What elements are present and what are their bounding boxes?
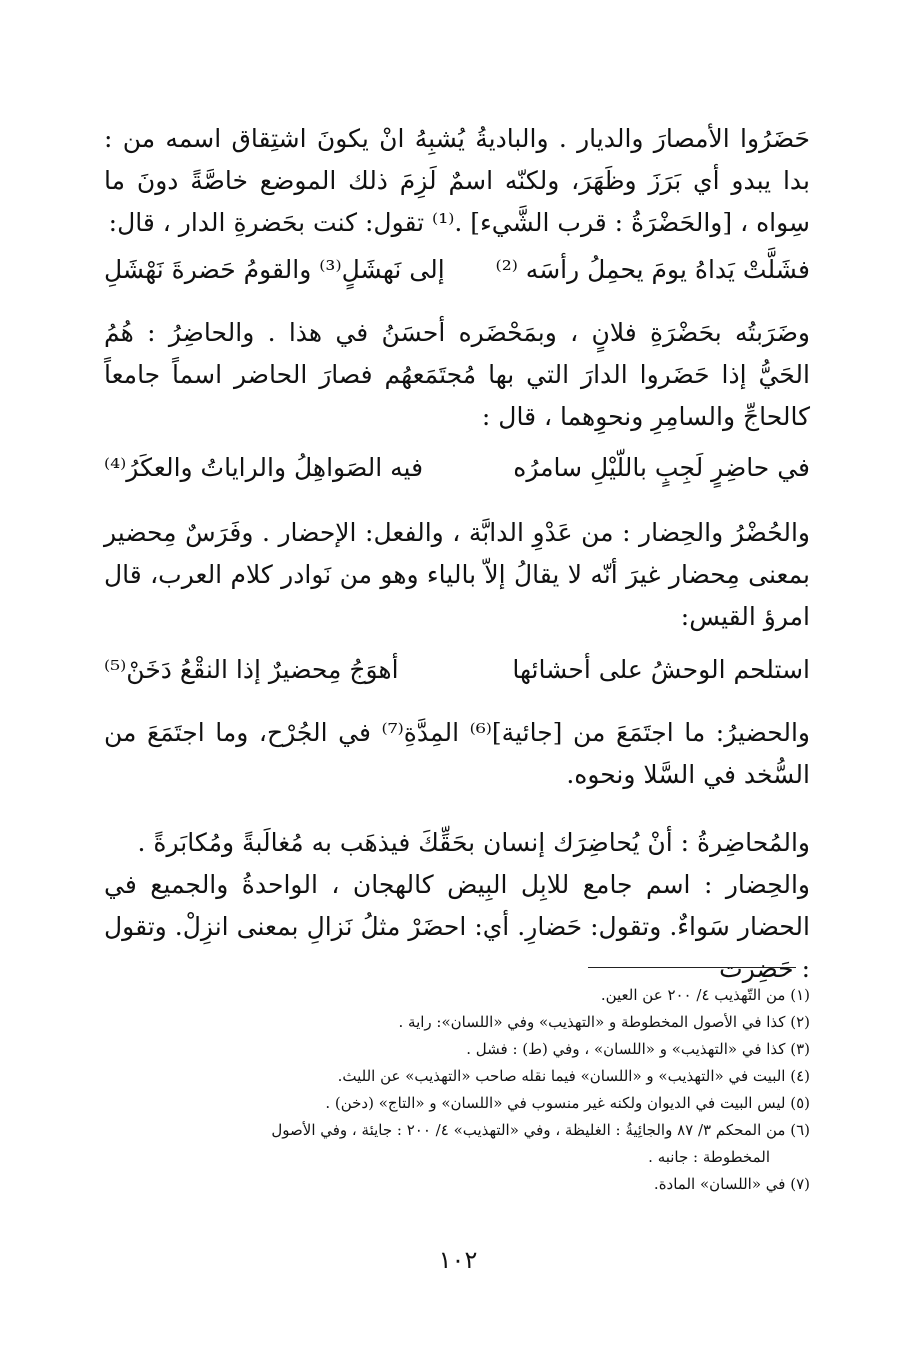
paragraph-1 — [104, 118, 810, 244]
paragraph-text: والمُحاضِرةُ : أنْ يُحاضِرَك إنسان بحَقِّكَ فيذهَب به مُغالَبةً ومُكابَرةً . — [137, 828, 810, 857]
page-number: ١٠٢ — [438, 1246, 478, 1274]
footnotes — [104, 982, 810, 1198]
footnote-separator — [588, 967, 796, 968]
paragraph-text: والحِضار : اسم جامع للابِل البِيض كالهجان ، الواحدةُ والجميع في الحضار سَواءٌ. وتقول: حَضارِ. أي: احضَرْ مثلُ نَزالِ بمعنى انزِلْ. وتقول : حَضِرت — [104, 870, 810, 983]
paragraph-5 — [104, 822, 810, 990]
verse-1 — [104, 248, 810, 292]
paragraph-text: حَضَرُوا الأمصارَ والديار . والباديةُ يُشبِهُ انْ يكونَ اشتِقاق اسمه من : بدا يبدو أي بَرَزَ وظَهَرَ، ولكنّه اسمٌ لَزِمَ ذلك الموضع خاصَّةً دونَ ما سِواه ، [والحَضْرَةُ : قرب الشَّيء] .⁽¹⁾ تقول: كنت بحَضرةِ الدار ، قال: — [104, 124, 810, 237]
footnote-continuation: المخطوطة : جانبه . — [648, 1148, 770, 1166]
footnote: (٥) ليس البيت في الديوان ولكنه غير منسوب في «اللسان» و «التاج» (دخن) . — [325, 1094, 810, 1112]
footnote: (٧) في «اللسان» المادة. — [653, 1175, 810, 1193]
verse-hemistich-second: إلى نَهشَلٍ⁽³⁾ والقومُ حَضرةَ نَهْشَلِ — [104, 255, 445, 284]
footnote: (٦) من المحكم ٣/ ٨٧ والجائِيةُ : الغليظة ، وفي «التهذيب» ٤/ ٢٠٠ : جايئة ، وفي الأصول — [271, 1121, 810, 1139]
verse-hemistich-first: في حاضِرٍ لَجِبٍ باللّيْلِ سامرُه — [513, 453, 810, 482]
footnote: (٤) البيت في «التهذيب» و «اللسان» فيما نقله صاحب «التهذيب» عن الليث. — [337, 1067, 810, 1085]
paragraph-3 — [104, 512, 810, 638]
verse-3 — [104, 648, 810, 692]
paragraph-4 — [104, 712, 810, 796]
paragraph-text: والحضيرُ: ما اجتَمَعَ من [جائية]⁽⁶⁾ المِدَّةِ⁽⁷⁾ في الجُرْح، وما اجتَمَعَ من السُّخد في السَّلا ونحوه. — [104, 718, 810, 789]
footnote: (٢) كذا في الأصول المخطوطة و «التهذيب» وفي «اللسان»: راية . — [398, 1013, 810, 1031]
verse-hemistich-first: فشَلَّتْ يَداهُ يومَ يحمِلُ رأسَه ⁽²⁾ — [495, 255, 810, 284]
footnote: (٣) كذا في «التهذيب» و «اللسان» ، وفي (ط) : فشل . — [466, 1040, 810, 1058]
paragraph-2 — [104, 312, 810, 438]
verse-2 — [104, 446, 810, 490]
footnote: (١) من التّهذيب ٤/ ٢٠٠ عن العين. — [600, 986, 810, 1004]
paragraph-text: وضَرَبتُه بحَضْرَةِ فلانٍ ، وبمَحْضَره أحسَنُ في هذا . والحاضِرُ : هُمُ الحَيُّ إذا حَضَروا الدارَ التي بها مُجتَمَعهُم فصارَ الحاضر اسماً جامعاً كالحاجِّ والسامِرِ ونحوِهما ، قال : — [104, 318, 810, 431]
verse-hemistich-second: فيه الصَواهِلُ والراياتُ والعكَرُ⁽⁴⁾ — [104, 453, 424, 482]
verse-hemistich-first: استلحم الوحشُ على أحشائها — [512, 655, 810, 684]
verse-hemistich-second: أهوَجُ مِحضيرٌ إذا النقْعُ دَخَنْ⁽⁵⁾ — [104, 655, 399, 684]
paragraph-text: والحُضْرُ والحِضار : من عَدْوِ الدابَّة ، والفعل: الإحضار . وفَرَسٌ مِحضير بمعنى مِحضار غيرَ أنّه لا يقالُ إلاّ بالياء وهو من نَوادر كلام العرب، قال امرؤ القيس: — [104, 518, 810, 631]
